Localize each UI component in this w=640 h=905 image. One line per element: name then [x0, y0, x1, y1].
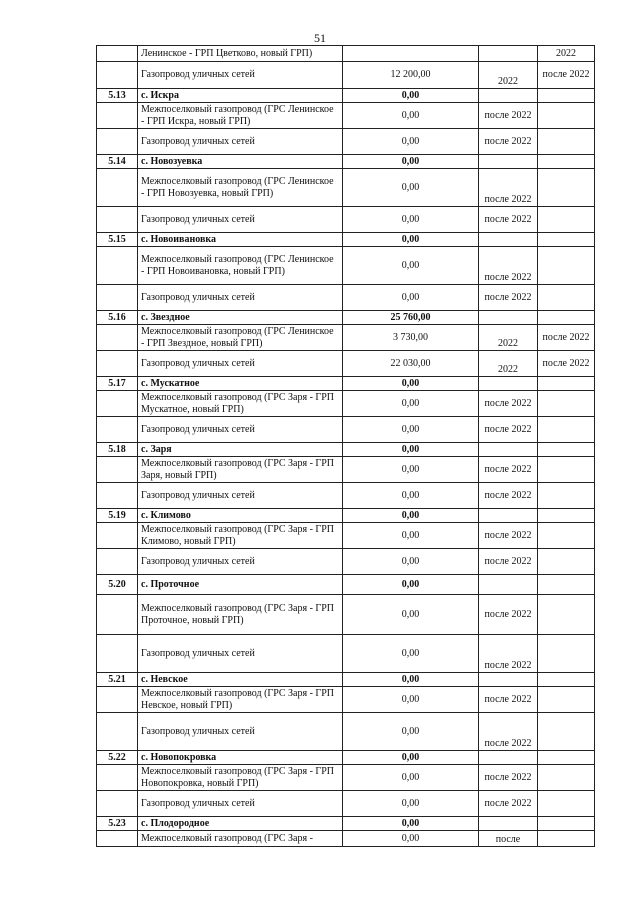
table-row [97, 457, 595, 483]
end-year-cell [538, 549, 595, 575]
start-year-cell [479, 575, 538, 595]
row-number-cell [97, 391, 138, 417]
start-year-cell: после 2022 [479, 129, 538, 155]
cost-cell: 0,00 [343, 417, 479, 443]
cost-cell: 0,00 [343, 391, 479, 417]
cost-cell: 25 760,00 [343, 311, 479, 325]
table-row [97, 207, 595, 233]
row-number-cell [97, 549, 138, 575]
object-name-cell: с. Новозуевка [138, 155, 343, 169]
row-number-cell: 5.15 [97, 233, 138, 247]
table-row [97, 831, 595, 847]
end-year-cell [538, 311, 595, 325]
cost-cell: 0,00 [343, 575, 479, 595]
row-number-cell [97, 169, 138, 207]
end-year-cell [538, 575, 595, 595]
table-row [97, 765, 595, 791]
cost-cell: 3 730,00 [343, 325, 479, 351]
object-name-cell: с. Новопокровка [138, 751, 343, 765]
object-name-cell: Газопровод уличных сетей [138, 483, 343, 509]
start-year-cell: после 2022 [479, 765, 538, 791]
object-name-cell: Газопровод уличных сетей [138, 713, 343, 751]
start-year-cell: после 2022 [479, 391, 538, 417]
cost-cell: 0,00 [343, 285, 479, 311]
end-year-cell [538, 457, 595, 483]
table-row [97, 549, 595, 575]
end-year-cell [538, 155, 595, 169]
end-year-cell [538, 509, 595, 523]
object-name-cell: Межпоселковый газопровод (ГРС Заря - ГРП Климово, новый ГРП) [138, 523, 343, 549]
end-year-cell [538, 129, 595, 155]
start-year-cell: после 2022 [479, 687, 538, 713]
end-year-cell [538, 751, 595, 765]
row-number-cell: 5.23 [97, 817, 138, 831]
object-name-cell: с. Звездное [138, 311, 343, 325]
end-year-cell [538, 247, 595, 285]
end-year-cell [538, 207, 595, 233]
cost-cell: 0,00 [343, 751, 479, 765]
table-body [97, 46, 595, 847]
end-year-cell [538, 285, 595, 311]
table-row [97, 417, 595, 443]
cost-cell: 0,00 [343, 457, 479, 483]
object-name-cell: Газопровод уличных сетей [138, 62, 343, 89]
end-year-cell [538, 483, 595, 509]
table-row [97, 169, 595, 207]
cost-cell: 0,00 [343, 169, 479, 207]
cost-cell: 0,00 [343, 831, 479, 847]
end-year-cell [538, 233, 595, 247]
settlement-row [97, 509, 595, 523]
row-number-cell [97, 713, 138, 751]
cost-cell: 0,00 [343, 103, 479, 129]
end-year-cell [538, 831, 595, 847]
start-year-cell: после 2022 [479, 791, 538, 817]
row-number-cell: 5.17 [97, 377, 138, 391]
settlement-row [97, 575, 595, 595]
row-number-cell: 5.22 [97, 751, 138, 765]
table-row [97, 595, 595, 635]
cost-cell: 0,00 [343, 765, 479, 791]
object-name-cell: Газопровод уличных сетей [138, 549, 343, 575]
cost-cell: 0,00 [343, 129, 479, 155]
page-number: 51 [314, 31, 326, 45]
end-year-cell: после 2022 [538, 351, 595, 377]
start-year-cell [479, 443, 538, 457]
object-name-cell: с. Мускатное [138, 377, 343, 391]
row-number-cell [97, 635, 138, 673]
end-year-cell [538, 713, 595, 751]
cost-cell: 0,00 [343, 247, 479, 285]
settlement-row [97, 89, 595, 103]
end-year-cell [538, 391, 595, 417]
row-number-cell: 5.16 [97, 311, 138, 325]
cost-cell: 0,00 [343, 635, 479, 673]
object-name-cell: Газопровод уличных сетей [138, 635, 343, 673]
cost-cell [343, 46, 479, 62]
cost-cell: 0,00 [343, 817, 479, 831]
start-year-cell: после 2022 [479, 457, 538, 483]
start-year-cell [479, 233, 538, 247]
start-year-cell: после 2022 [479, 549, 538, 575]
settlement-row [97, 233, 595, 247]
row-number-cell: 5.14 [97, 155, 138, 169]
end-year-cell: после 2022 [538, 325, 595, 351]
table-row [97, 791, 595, 817]
table-row [97, 285, 595, 311]
start-year-cell: после 2022 [479, 713, 538, 751]
start-year-cell [479, 155, 538, 169]
settlement-row [97, 751, 595, 765]
end-year-cell: после 2022 [538, 62, 595, 89]
cost-cell: 12 200,00 [343, 62, 479, 89]
cost-cell: 0,00 [343, 523, 479, 549]
table-row [97, 62, 595, 89]
row-number-cell: 5.20 [97, 575, 138, 595]
settlement-row [97, 817, 595, 831]
start-year-cell [479, 817, 538, 831]
start-year-cell [479, 89, 538, 103]
start-year-cell: 2022 [479, 325, 538, 351]
end-year-cell [538, 169, 595, 207]
settlement-row [97, 377, 595, 391]
end-year-cell: 2022 [538, 46, 595, 62]
start-year-cell [479, 509, 538, 523]
row-number-cell [97, 457, 138, 483]
settlement-row [97, 673, 595, 687]
object-name-cell: Газопровод уличных сетей [138, 129, 343, 155]
start-year-cell: после 2022 [479, 635, 538, 673]
row-number-cell [97, 523, 138, 549]
start-year-cell: после 2022 [479, 207, 538, 233]
cost-cell: 0,00 [343, 443, 479, 457]
end-year-cell [538, 89, 595, 103]
object-name-cell: с. Проточное [138, 575, 343, 595]
object-name-cell: Межпоселковый газопровод (ГРС Заря - ГРП Невское, новый ГРП) [138, 687, 343, 713]
row-number-cell [97, 351, 138, 377]
object-name-cell: Газопровод уличных сетей [138, 791, 343, 817]
start-year-cell: после 2022 [479, 483, 538, 509]
object-name-cell: с. Искра [138, 89, 343, 103]
cost-cell: 0,00 [343, 233, 479, 247]
start-year-cell: после 2022 [479, 285, 538, 311]
table-row [97, 483, 595, 509]
table-row [97, 635, 595, 673]
table-row [97, 523, 595, 549]
end-year-cell [538, 817, 595, 831]
settlement-row [97, 311, 595, 325]
object-name-cell: Межпоселковый газопровод (ГРС Ленинское - ГРП Искра, новый ГРП) [138, 103, 343, 129]
gas-pipeline-table [96, 45, 595, 847]
table-row [97, 103, 595, 129]
end-year-cell [538, 595, 595, 635]
start-year-cell [479, 311, 538, 325]
end-year-cell [538, 417, 595, 443]
end-year-cell [538, 791, 595, 817]
cost-cell: 0,00 [343, 673, 479, 687]
object-name-cell: Межпоселковый газопровод (ГРС Ленинское - ГРП Новозуевка, новый ГРП) [138, 169, 343, 207]
row-number-cell [97, 595, 138, 635]
object-name-cell: Газопровод уличных сетей [138, 285, 343, 311]
cost-cell: 0,00 [343, 687, 479, 713]
end-year-cell [538, 443, 595, 457]
cost-cell: 0,00 [343, 713, 479, 751]
settlement-row [97, 155, 595, 169]
row-number-cell: 5.13 [97, 89, 138, 103]
start-year-cell [479, 673, 538, 687]
settlement-row [97, 443, 595, 457]
end-year-cell [538, 523, 595, 549]
start-year-cell: после 2022 [479, 595, 538, 635]
end-year-cell [538, 673, 595, 687]
row-number-cell [97, 103, 138, 129]
object-name-cell: с. Новоивановка [138, 233, 343, 247]
start-year-cell: 2022 [479, 62, 538, 89]
cost-cell: 22 030,00 [343, 351, 479, 377]
object-name-cell: с. Невское [138, 673, 343, 687]
object-name-cell: Газопровод уличных сетей [138, 417, 343, 443]
row-number-cell [97, 831, 138, 847]
table-row [97, 247, 595, 285]
row-number-cell: 5.21 [97, 673, 138, 687]
row-number-cell [97, 765, 138, 791]
table-row [97, 391, 595, 417]
object-name-cell: Межпоселковый газопровод (ГРС Заря - [138, 831, 343, 847]
object-name-cell: Газопровод уличных сетей [138, 351, 343, 377]
cost-cell: 0,00 [343, 483, 479, 509]
row-number-cell [97, 46, 138, 62]
cost-cell: 0,00 [343, 377, 479, 391]
row-number-cell [97, 62, 138, 89]
cost-cell: 0,00 [343, 595, 479, 635]
object-name-cell: Газопровод уличных сетей [138, 207, 343, 233]
object-name-cell: Межпоселковый газопровод (ГРС Заря - ГРП Заря, новый ГРП) [138, 457, 343, 483]
object-name-cell: с. Плодородное [138, 817, 343, 831]
row-number-cell [97, 247, 138, 285]
object-name-cell: Ленинское - ГРП Цветково, новый ГРП) [138, 46, 343, 62]
row-number-cell [97, 285, 138, 311]
row-number-cell [97, 129, 138, 155]
row-number-cell [97, 687, 138, 713]
table-row [97, 325, 595, 351]
start-year-cell [479, 46, 538, 62]
row-number-cell: 5.18 [97, 443, 138, 457]
table-row [97, 46, 595, 62]
row-number-cell [97, 325, 138, 351]
object-name-cell: Межпоселковый газопровод (ГРС Заря - ГРП Проточное, новый ГРП) [138, 595, 343, 635]
cost-cell: 0,00 [343, 89, 479, 103]
row-number-cell: 5.19 [97, 509, 138, 523]
cost-cell: 0,00 [343, 207, 479, 233]
table-row [97, 713, 595, 751]
object-name-cell: Межпоселковый газопровод (ГРС Заря - ГРП Мускатное, новый ГРП) [138, 391, 343, 417]
object-name-cell: с. Заря [138, 443, 343, 457]
cost-cell: 0,00 [343, 509, 479, 523]
end-year-cell [538, 765, 595, 791]
cost-cell: 0,00 [343, 155, 479, 169]
object-name-cell: Межпоселковый газопровод (ГРС Заря - ГРП Новопокровка, новый ГРП) [138, 765, 343, 791]
object-name-cell: с. Климово [138, 509, 343, 523]
start-year-cell: после 2022 [479, 417, 538, 443]
start-year-cell [479, 377, 538, 391]
end-year-cell [538, 635, 595, 673]
start-year-cell: 2022 [479, 351, 538, 377]
cost-cell: 0,00 [343, 791, 479, 817]
start-year-cell: после 2022 [479, 523, 538, 549]
start-year-cell [479, 751, 538, 765]
object-name-cell: Межпоселковый газопровод (ГРС Ленинское - ГРП Новоивановка, новый ГРП) [138, 247, 343, 285]
row-number-cell [97, 417, 138, 443]
table-row [97, 687, 595, 713]
start-year-cell: после 2022 [479, 169, 538, 207]
end-year-cell [538, 103, 595, 129]
table-row [97, 129, 595, 155]
end-year-cell [538, 377, 595, 391]
row-number-cell [97, 207, 138, 233]
start-year-cell: после 2022 [479, 247, 538, 285]
row-number-cell [97, 791, 138, 817]
object-name-cell: Межпоселковый газопровод (ГРС Ленинское - ГРП Звездное, новый ГРП) [138, 325, 343, 351]
cost-cell: 0,00 [343, 549, 479, 575]
row-number-cell [97, 483, 138, 509]
table-row [97, 351, 595, 377]
start-year-cell: после [479, 831, 538, 847]
start-year-cell: после 2022 [479, 103, 538, 129]
end-year-cell [538, 687, 595, 713]
